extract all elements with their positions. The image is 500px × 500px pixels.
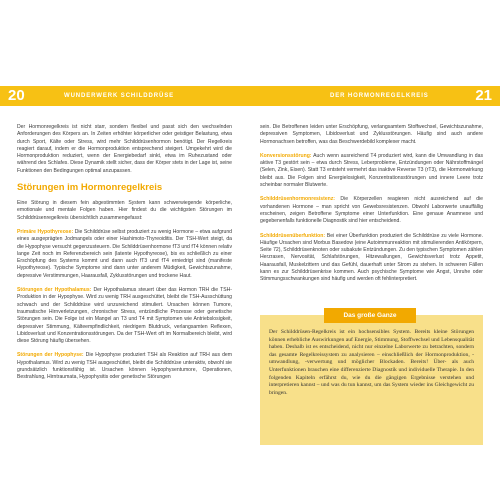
primary-hypothyreose-paragraph <box>17 229 232 280</box>
section-intro-paragraph: Eine Störung in diesem fein abgestimmten System kann schwerwiegende körperliche, emotionale und mentale Folgen haben. Hier findest du die wichtigsten Störungen im Schilddrüsenregelkreis übersichtlich zusammengefasst: <box>17 200 232 221</box>
right-page-number: 21 <box>475 87 492 104</box>
runin-heading: Schilddrüsenhormonresistenz: <box>260 196 336 203</box>
runin-heading: Primäre Hypothyreose: <box>17 228 74 235</box>
paragraph-text: Die Schilddrüse selbst produziert zu wenig Hormone – etwa aufgrund eines ausgeprägten Jodmangels oder einer Hashimoto-Thyreoiditis. Der TSH-Wert steigt, da die Hypophyse versucht gegenzusteuern. Die Schilddrüsenhormone fT3 und fT4 können relativ lange Zeit noch im Referenzbereich sein (latente Hypothyreose), bis es schließlich zu einer Erschöpfung des Systems kommt und dann auch fT3 und fT4 erniedrigt sind (manifeste Hypothyreose). Typische Symptome sind dann unter anderem Müdigkeit, Gewichtszunahme, depressive Verstimmungen, Haarausfall, Zyklusstörungen und trockene Haut. <box>17 228 232 279</box>
info-box-text: Der Schilddrüsen-Regelkreis ist ein hochsensibles System. Bereits kleine Störungen können erhebliche Auswirkungen auf Energie, Stimmung, Stoffwechsel und Lebensqualität haben. Deshalb ist es entscheidend, nicht nur einzelne Laborwerte zu betrachten, sondern das gesamte Regelkreissystem zu analysieren – einschließlich der Hormonproduktion, -umwandlung, -verwertung und möglicher Blockaden. Bereits! Über- als auch Unterfunktionen brauchen eine differenzierte Diagnostik und individuelle Therapie. In den folgenden Kapiteln erfährst du, wie du die gängigen Ergebnisse verstehen und interpretieren kannst – und was du tun kannst, um das System wieder ins Gleichgewicht zu bringen. <box>269 329 474 396</box>
runin-heading: Störungen der Hypophyse: <box>17 352 84 359</box>
runin-heading: Störungen der Hypothalamus: <box>17 287 92 294</box>
right-running-head: DER HORMONREGELKREIS <box>330 93 429 99</box>
left-page-number: 20 <box>8 87 25 104</box>
hypophyse-paragraph <box>17 352 232 381</box>
runin-heading: Konversionsstörung: <box>260 152 312 159</box>
section-heading: Störungen im Hormonregelkreis <box>17 182 163 194</box>
ueberfunktion-paragraph <box>260 233 483 284</box>
paragraph-text: Die Hypophyse produziert TSH als Reaktion auf TRH aus dem Hypothalamus. Wird zu wenig TSH ausgeschüttet, bleibt die Schilddrüse unteraktiv, obwohl sie grundsätzlich funktionsfähig ist. Ursachen können Hypophysentumore, Operationen, Bestrahlung, Hirntraumata, Hypophysitis oder genetische Störungen <box>17 352 232 381</box>
hypothalamus-paragraph <box>17 287 232 345</box>
left-column <box>17 124 232 389</box>
continued-paragraph: sein. Die Betroffenen leiden unter Erschöpfung, verlangsamtem Stoffwechsel, Gewichtszunahme, depressiven Symptomen, Libidoverlust und Zyklusstörungen. Häufig sind auch andere Hormonachsen betroffen, was das Beschwerdebild komplexer macht. <box>260 124 483 145</box>
paragraph-text: Bei einer Überfunktion produziert die Schilddrüse zu viele Hormone. Häufige Ursachen sind Morbus Basedow (eine Autoimmunreaktion mit stimulierenden Antikörpern, Seite 72), Schilddrüsenknoten oder subakute Entzündungen. Zu den typischen Symptomen zählen Herzrasen, Nervosität, Schlafstörungen, Hitzewallungen, Gewichtsverlust trotz Appetit, Haarausfall, Muskelzittern und das Gefühl, dauerhaft unter Strom zu stehen. In schweren Fällen kann es zur Schilddrüsenkrise kommen. Auch psychische Symptome wie Angst, Unruhe oder Stimmungsschwankungen sind häufig und werden oft fehlinterpretiert. <box>260 232 483 283</box>
left-running-head: WUNDERWERK SCHILDDRÜSE <box>64 93 175 99</box>
info-box <box>260 312 483 445</box>
konversionsstoerung-paragraph <box>260 153 483 189</box>
right-column <box>260 124 483 291</box>
hormonresistenz-paragraph <box>260 196 483 225</box>
paragraph-text: Auch wenn ausreichend T4 produziert wird, kann die Umwandlung in das aktive T3 gestört sein – etwa durch Stress, Leberprobleme, Entzündungen oder Nährstoffmängel (Selen, Zink, Eisen). Statt T3 entsteht vermehrt das inaktive Reverse T3 (rT3), die Hormonwirkung bleibt aus. Die Folgen sind Energielosigkeit, Konzentrationsstörungen und innere Leere trotz scheinbar normaler Blutwerte. <box>260 152 483 189</box>
paragraph-text: Der Hypothalamus steuert über das Hormon TRH die TSH-Produktion in der Hypophyse. Wird zu wenig TRH ausgeschüttet, bleibt die TSH-Ausschüttung schwach und der Schilddrüse wird unzureichend stimuliert. Ursachen können Tumore, traumatische Hirnverletzungen, chronischer Stress, entzündliche Prozesse oder genetische Störungen sein. Die Folge ist ein Mangel an T3 und T4 mit Symptomen wie Antriebslosigkeit, depressiver Stimmung, Kälteempfindlichkeit, niedrigem Blutdruck, verlangsamten Reflexen, Libidoverlust und Konzentrationsstörungen. Da der TSH-Wert oft im Normalbereich bleibt, wird diese Störung häufig übersehen. <box>17 287 232 345</box>
runin-heading: Schilddrüsenüberfunktion: <box>260 232 326 239</box>
info-box-title: Das große Ganze <box>324 308 416 323</box>
paragraph-text: Die Körperzellen reagieren nicht ausreichend auf die vorhandenen Hormone – man spricht von Gewebsresistenzen. Obwohl Laborwerte unauffällig erscheinen, zeigen Betroffene Symptome einer Unterfunktion. Eine genaue Anamnese und gegebenenfalls funktionelle Diagnostik sind hier entscheidend. <box>260 196 483 225</box>
intro-paragraph: Der Hormonregelkreis ist nicht starr, sondern flexibel und passt sich den wechselnden Anforderungen des Körpers an. In Zeiten erhöhter körperlicher oder geistiger Belastung, etwa durch Sport, Kälte oder Stress, wird mehr Schilddrüsenhormon benötigt. Der Regelkreis reagiert darauf, indem er die Hormonproduktion entsprechend steigert. Umgekehrt wird die Hormonproduktion reduziert, wenn der Energiebedarf sinkt, etwa im Ruhezustand oder während des Schlafes. Diese Dynamik stellt sicher, dass der Körper stets in der Lage ist, seine Funktionen den Bedingungen optimal anzupassen. <box>17 124 232 174</box>
